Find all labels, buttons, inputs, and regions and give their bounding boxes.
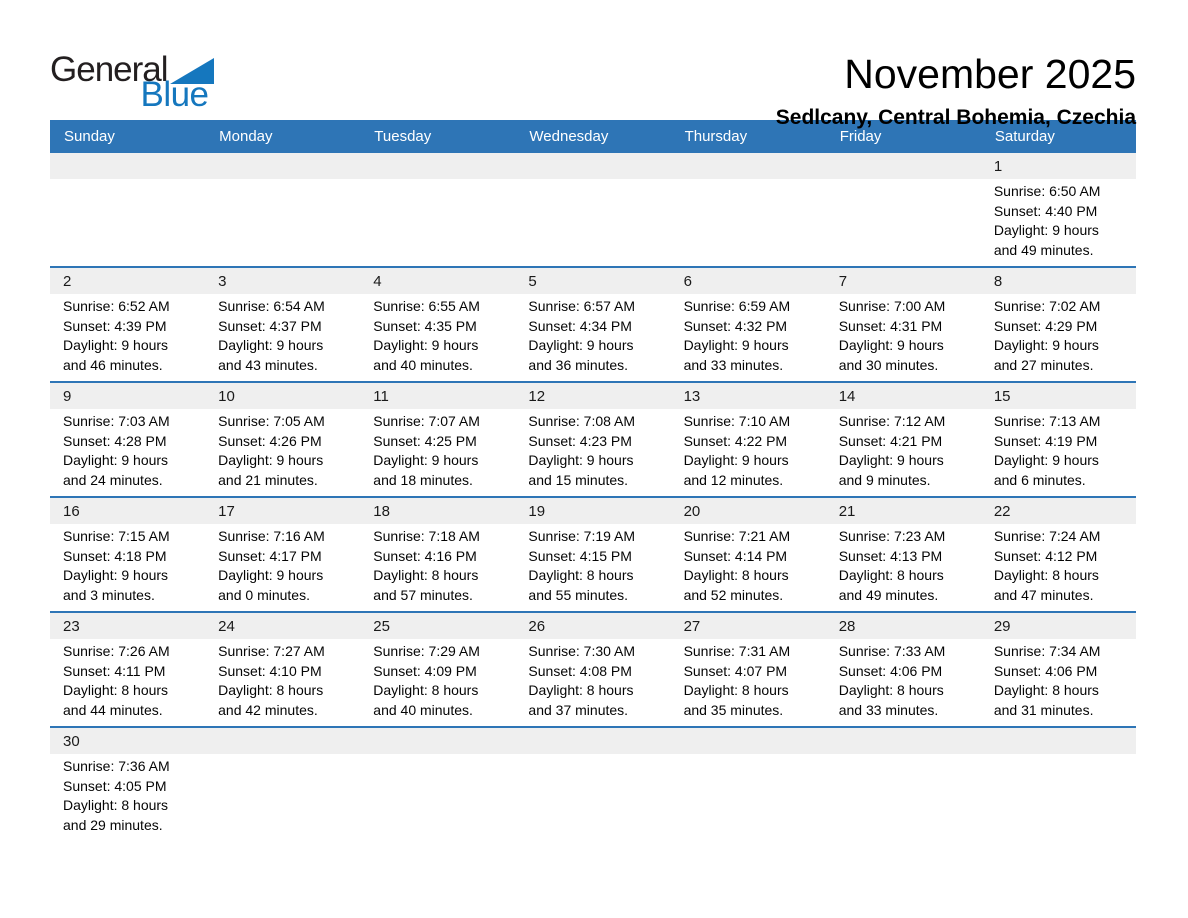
day-detail-line: and 33 minutes. — [838, 701, 939, 718]
day-detail-line: Sunset: 4:06 PM — [838, 662, 943, 679]
day-detail-line: and 36 minutes. — [528, 356, 629, 373]
day-detail-line: Sunrise: 6:54 AM — [218, 298, 325, 314]
day-number: 11 — [373, 387, 389, 405]
empty-day-cell — [826, 179, 981, 266]
week-row — [50, 266, 1136, 381]
day-number: 7 — [838, 272, 848, 290]
day-number-strip — [50, 498, 1136, 524]
day-detail-line: and 31 minutes. — [993, 701, 1094, 718]
day-detail-line: Sunrise: 7:07 AM — [373, 413, 480, 429]
day-detail-line: Sunset: 4:13 PM — [838, 547, 943, 564]
day-detail-line: Sunrise: 7:10 AM — [683, 413, 791, 429]
day-detail-line: and 57 minutes. — [373, 586, 473, 603]
day-cell — [50, 639, 205, 726]
weekday-header-friday: Friday — [839, 128, 882, 145]
day-cell — [515, 409, 670, 496]
day-detail-line: Sunrise: 7:05 AM — [218, 413, 325, 429]
day-detail-line: and 47 minutes. — [993, 586, 1094, 603]
day-detail-line: and 43 minutes. — [218, 356, 318, 373]
day-number: 16 — [63, 502, 80, 520]
day-detail-line: Daylight: 9 hours — [373, 337, 479, 353]
day-number: 8 — [993, 272, 1003, 290]
day-detail-line: Daylight: 8 hours — [683, 682, 789, 698]
day-detail-line: Sunrise: 7:18 AM — [373, 528, 480, 544]
day-detail-line: Sunrise: 7:02 AM — [993, 298, 1101, 314]
logo-general-text: General — [50, 50, 168, 89]
day-detail-line: and 33 minutes. — [683, 356, 784, 373]
day-detail-line: Sunrise: 7:24 AM — [993, 528, 1101, 544]
day-detail-line: Daylight: 9 hours — [838, 337, 944, 353]
day-detail-line: Daylight: 9 hours — [683, 452, 789, 468]
week-row — [50, 153, 1136, 266]
day-detail-line: Sunrise: 7:12 AM — [838, 413, 946, 429]
day-number: 21 — [838, 502, 856, 520]
day-detail-line: Sunset: 4:10 PM — [218, 662, 322, 679]
day-cell — [671, 639, 826, 726]
day-detail-line: Sunrise: 7:33 AM — [838, 643, 946, 659]
day-detail-line: Daylight: 9 hours — [528, 452, 634, 468]
day-number: 4 — [373, 272, 382, 290]
day-detail-line: Sunset: 4:07 PM — [683, 662, 788, 679]
day-detail-line: Sunrise: 7:31 AM — [683, 643, 791, 659]
day-cell — [205, 409, 360, 496]
day-number: 24 — [218, 617, 235, 635]
day-detail-line: Daylight: 9 hours — [373, 452, 479, 468]
day-detail-line: Sunset: 4:39 PM — [63, 317, 167, 334]
day-cell — [360, 524, 515, 611]
day-detail-line: and 18 minutes. — [373, 471, 473, 488]
empty-day-cell — [671, 179, 826, 266]
day-cell — [981, 639, 1136, 726]
day-detail-line: Daylight: 8 hours — [373, 567, 479, 583]
weekday-header-monday: Monday — [219, 128, 273, 145]
empty-day-cell — [360, 179, 515, 266]
day-detail-line: Sunrise: 7:29 AM — [373, 643, 480, 659]
day-cell — [50, 754, 205, 841]
day-detail-line: and 44 minutes. — [63, 701, 163, 718]
day-detail-line: Daylight: 8 hours — [993, 682, 1099, 698]
day-detail-line: Daylight: 9 hours — [63, 452, 169, 468]
day-cell — [205, 524, 360, 611]
day-number: 20 — [683, 502, 701, 520]
day-detail-line: and 27 minutes. — [993, 356, 1094, 373]
day-detail-line: and 55 minutes. — [528, 586, 629, 603]
day-detail-line: Sunrise: 6:57 AM — [528, 298, 636, 314]
day-detail-line: and 0 minutes. — [218, 586, 310, 603]
logo-blue-text: Blue — [140, 75, 209, 114]
day-detail-line: Sunrise: 7:13 AM — [993, 413, 1101, 429]
day-detail-line: Sunset: 4:34 PM — [528, 317, 632, 334]
day-number-strip — [50, 383, 1136, 409]
weekday-header-sunday: Sunday — [64, 128, 115, 145]
day-detail-line: and 3 minutes. — [63, 586, 155, 603]
day-cell — [360, 639, 515, 726]
day-detail-line: Daylight: 9 hours — [838, 452, 944, 468]
calendar-weeks — [50, 153, 1136, 841]
day-detail-line: and 6 minutes. — [993, 471, 1086, 488]
calendar-table — [50, 120, 1136, 841]
day-number: 19 — [528, 502, 546, 520]
empty-day-cell — [671, 754, 826, 841]
day-detail-line: Sunset: 4:35 PM — [373, 317, 477, 334]
empty-day-cell — [981, 754, 1136, 841]
day-number: 29 — [993, 617, 1011, 635]
day-detail-line: Sunset: 4:23 PM — [528, 432, 632, 449]
day-detail-line: Daylight: 9 hours — [993, 222, 1099, 238]
day-detail-line: Sunset: 4:40 PM — [993, 202, 1098, 219]
day-cell — [205, 294, 360, 381]
day-details-row — [50, 179, 1136, 266]
day-detail-line: and 49 minutes. — [838, 586, 939, 603]
day-detail-line: Sunrise: 7:08 AM — [528, 413, 636, 429]
day-detail-line: and 35 minutes. — [683, 701, 784, 718]
day-detail-line: Daylight: 9 hours — [993, 337, 1099, 353]
day-detail-line: and 37 minutes. — [528, 701, 629, 718]
empty-day-cell — [205, 179, 360, 266]
day-number: 22 — [993, 502, 1011, 520]
day-detail-line: Sunset: 4:06 PM — [993, 662, 1098, 679]
empty-day-cell — [50, 179, 205, 266]
day-detail-line: Daylight: 9 hours — [683, 337, 789, 353]
day-number: 17 — [218, 502, 235, 520]
day-cell — [50, 524, 205, 611]
day-detail-line: and 42 minutes. — [218, 701, 318, 718]
day-cell — [50, 294, 205, 381]
day-detail-line: Daylight: 8 hours — [528, 682, 634, 698]
day-number: 13 — [683, 387, 701, 405]
day-number: 2 — [63, 272, 72, 290]
day-number: 15 — [993, 387, 1011, 405]
day-cell — [826, 409, 981, 496]
general-blue-logo — [50, 52, 214, 112]
day-number: 25 — [373, 617, 390, 635]
day-detail-line: Sunset: 4:26 PM — [218, 432, 322, 449]
day-detail-line: Daylight: 9 hours — [528, 337, 634, 353]
day-detail-line: Daylight: 9 hours — [218, 337, 324, 353]
day-detail-line: Daylight: 8 hours — [63, 682, 169, 698]
day-detail-line: Sunset: 4:19 PM — [993, 432, 1098, 449]
day-cell — [515, 524, 670, 611]
day-details-row — [50, 639, 1136, 726]
day-detail-line: Daylight: 9 hours — [63, 337, 169, 353]
month-title: November 2025 — [844, 51, 1136, 97]
day-number: 9 — [63, 387, 72, 405]
day-detail-line: Daylight: 8 hours — [63, 797, 169, 813]
day-detail-line: Sunrise: 7:19 AM — [528, 528, 636, 544]
day-number: 14 — [838, 387, 856, 405]
day-detail-line: and 46 minutes. — [63, 356, 163, 373]
day-cell — [50, 409, 205, 496]
weekday-header-saturday: Saturday — [994, 128, 1055, 145]
day-cell — [360, 409, 515, 496]
weekday-header-tuesday: Tuesday — [374, 128, 432, 145]
day-detail-line: Sunset: 4:37 PM — [218, 317, 322, 334]
day-detail-line: Sunrise: 7:15 AM — [63, 528, 170, 544]
day-detail-line: Sunrise: 7:36 AM — [63, 758, 170, 774]
location-subtitle: Sedlcany, Central Bohemia, Czechia — [775, 106, 1136, 130]
day-detail-line: and 24 minutes. — [63, 471, 163, 488]
day-detail-line: Sunset: 4:08 PM — [528, 662, 632, 679]
day-detail-line: and 29 minutes. — [63, 816, 163, 833]
week-row — [50, 496, 1136, 611]
day-detail-line: Sunrise: 7:16 AM — [218, 528, 325, 544]
empty-day-cell — [360, 754, 515, 841]
day-detail-line: Daylight: 8 hours — [838, 567, 944, 583]
day-number: 3 — [218, 272, 227, 290]
day-cell — [826, 524, 981, 611]
day-detail-line: Sunset: 4:11 PM — [63, 662, 166, 679]
day-cell — [671, 294, 826, 381]
week-row — [50, 726, 1136, 841]
day-detail-line: Sunset: 4:12 PM — [993, 547, 1098, 564]
day-detail-line: Daylight: 8 hours — [218, 682, 324, 698]
day-number: 30 — [63, 732, 80, 750]
day-detail-line: Sunrise: 6:59 AM — [683, 298, 791, 314]
day-detail-line: Sunset: 4:18 PM — [63, 547, 167, 564]
day-detail-line: Sunset: 4:29 PM — [993, 317, 1098, 334]
day-detail-line: Sunset: 4:05 PM — [63, 777, 167, 794]
day-detail-line: and 15 minutes. — [528, 471, 629, 488]
day-detail-line: Sunset: 4:32 PM — [683, 317, 788, 334]
week-row — [50, 381, 1136, 496]
day-details-row — [50, 409, 1136, 496]
day-detail-line: Daylight: 8 hours — [528, 567, 634, 583]
empty-day-cell — [205, 754, 360, 841]
day-detail-line: Sunrise: 7:23 AM — [838, 528, 946, 544]
day-detail-line: and 30 minutes. — [838, 356, 939, 373]
day-detail-line: Sunrise: 6:55 AM — [373, 298, 480, 314]
weekday-header-thursday: Thursday — [684, 128, 748, 145]
day-detail-line: Daylight: 9 hours — [218, 452, 324, 468]
day-detail-line: Sunrise: 7:27 AM — [218, 643, 325, 659]
day-detail-line: Sunset: 4:16 PM — [373, 547, 477, 564]
day-detail-line: and 21 minutes. — [218, 471, 318, 488]
day-details-row — [50, 524, 1136, 611]
day-detail-line: Daylight: 9 hours — [218, 567, 324, 583]
day-number: 10 — [218, 387, 235, 405]
day-number: 26 — [528, 617, 546, 635]
day-detail-line: Daylight: 9 hours — [63, 567, 169, 583]
day-detail-line: and 49 minutes. — [993, 241, 1094, 258]
day-cell — [826, 639, 981, 726]
day-cell — [981, 294, 1136, 381]
day-detail-line: Sunrise: 6:52 AM — [63, 298, 170, 314]
day-number: 23 — [63, 617, 80, 635]
weekday-header-wednesday: Wednesday — [529, 128, 609, 145]
day-detail-line: Sunset: 4:21 PM — [838, 432, 943, 449]
day-cell — [671, 524, 826, 611]
day-detail-line: Daylight: 8 hours — [993, 567, 1099, 583]
day-detail-line: and 40 minutes. — [373, 356, 473, 373]
day-cell — [981, 179, 1136, 266]
day-number-strip — [50, 728, 1136, 754]
day-number: 1 — [993, 157, 1003, 175]
day-number-strip — [50, 153, 1136, 179]
day-detail-line: Sunset: 4:25 PM — [373, 432, 477, 449]
day-detail-line: and 52 minutes. — [683, 586, 784, 603]
day-number: 27 — [683, 617, 701, 635]
day-detail-line: Sunset: 4:17 PM — [218, 547, 322, 564]
day-detail-line: Sunset: 4:15 PM — [528, 547, 632, 564]
day-cell — [515, 639, 670, 726]
day-cell — [826, 294, 981, 381]
day-detail-line: and 12 minutes. — [683, 471, 784, 488]
day-detail-line: Daylight: 8 hours — [683, 567, 789, 583]
day-number-strip — [50, 268, 1136, 294]
day-details-row — [50, 754, 1136, 841]
empty-day-cell — [826, 754, 981, 841]
day-detail-line: Sunrise: 7:30 AM — [528, 643, 636, 659]
page-header — [0, 0, 1188, 130]
day-detail-line: Sunset: 4:14 PM — [683, 547, 788, 564]
day-detail-line: and 9 minutes. — [838, 471, 931, 488]
week-row — [50, 611, 1136, 726]
day-details-row — [50, 294, 1136, 381]
day-number: 6 — [683, 272, 692, 290]
day-detail-line: Sunrise: 7:21 AM — [683, 528, 791, 544]
day-number: 18 — [373, 502, 390, 520]
day-detail-line: Daylight: 9 hours — [993, 452, 1099, 468]
day-detail-line: Sunset: 4:28 PM — [63, 432, 167, 449]
day-cell — [205, 639, 360, 726]
empty-day-cell — [515, 754, 670, 841]
day-detail-line: Sunrise: 7:34 AM — [993, 643, 1101, 659]
day-number: 12 — [528, 387, 546, 405]
day-cell — [360, 294, 515, 381]
day-cell — [981, 524, 1136, 611]
day-detail-line: Sunrise: 7:00 AM — [838, 298, 946, 314]
day-detail-line: Daylight: 8 hours — [838, 682, 944, 698]
day-number: 5 — [528, 272, 537, 290]
day-cell — [515, 294, 670, 381]
empty-day-cell — [515, 179, 670, 266]
day-detail-line: and 40 minutes. — [373, 701, 473, 718]
day-detail-line: Sunrise: 7:26 AM — [63, 643, 170, 659]
day-number: 28 — [838, 617, 856, 635]
day-detail-line: Sunset: 4:22 PM — [683, 432, 788, 449]
day-detail-line: Sunset: 4:09 PM — [373, 662, 477, 679]
day-detail-line: Sunrise: 6:50 AM — [993, 183, 1101, 199]
day-detail-line: Sunset: 4:31 PM — [838, 317, 943, 334]
day-detail-line: Sunrise: 7:03 AM — [63, 413, 170, 429]
day-cell — [981, 409, 1136, 496]
day-cell — [671, 409, 826, 496]
day-detail-line: Daylight: 8 hours — [373, 682, 479, 698]
day-number-strip — [50, 613, 1136, 639]
